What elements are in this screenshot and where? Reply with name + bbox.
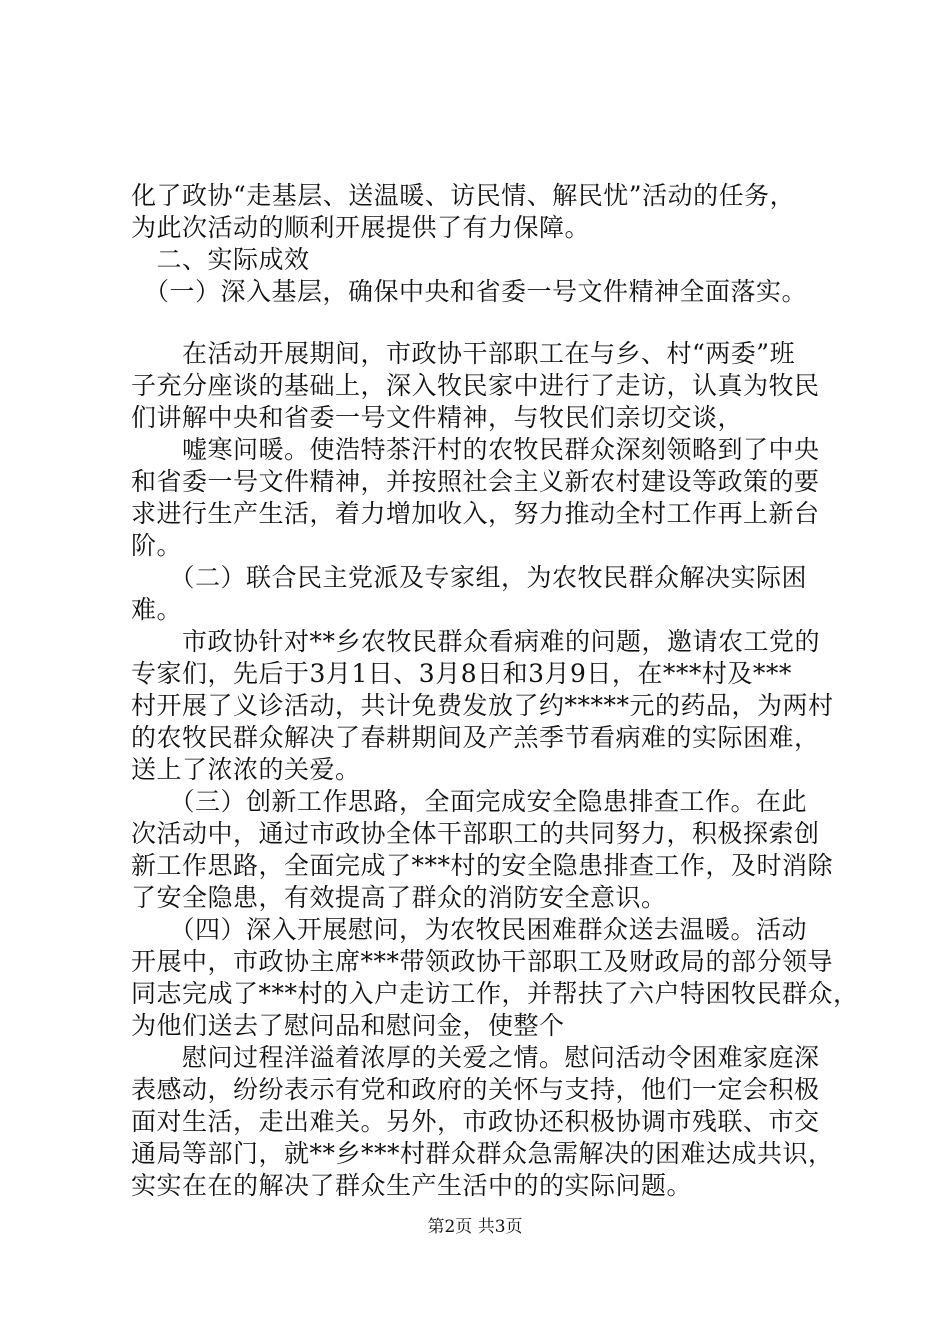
text-line: 通局等部门，就**乡***村群众群众急需解决的困难达成共识， <box>131 1139 834 1168</box>
text-line: 次活动中，通过市政协全体干部职工的共同努力，积极探索创 <box>131 819 820 848</box>
text-line: 的农牧民群众解决了春耕期间及产羔季节看病难的实际困难， <box>131 723 820 752</box>
text-line: 村开展了义诊活动，共计免费发放了约*****元的药品，为两村 <box>131 691 834 720</box>
text-line: 新工作思路，全面完成了***村的安全隐患排查工作，及时消除 <box>131 851 834 880</box>
subsection-heading: （二）联合民主党派及专家组，为农牧民群众解决实际困 <box>131 563 808 592</box>
text-line: 表感动，纷纷表示有党和政府的关怀与支持，他们一定会积极 <box>131 1075 820 1104</box>
text-line: 为他们送去了慰问品和慰问金，使整个 <box>131 1011 565 1040</box>
text-line: 送上了浓浓的关爱。 <box>131 755 361 784</box>
text-line: 实实在在的解决了群众生产生活中的的实际问题。 <box>131 1171 693 1200</box>
text-line: 化了政协“走基层、送温暖、访民情、解民忧”活动的任务， <box>131 181 796 210</box>
text-line: 们讲解中央和省委一号文件精神，与牧民们亲切交谈， <box>131 403 744 432</box>
text-line: 在活动开展期间，市政协干部职工在与乡、村“两委”班 <box>131 339 796 368</box>
text-line: 难。 <box>131 595 183 624</box>
text-line: 专家们，先后于3月1日、3月8日和3月9日，在***村及*** <box>131 659 792 688</box>
text-line: 和省委一号文件精神，并按照社会主义新农村建设等政策的要 <box>131 467 820 496</box>
text-line: 慰问过程洋溢着浓厚的关爱之情。慰问活动令困难家庭深 <box>131 1043 820 1072</box>
text-line: 了安全隐患，有效提高了群众的消防安全意识。 <box>131 883 667 912</box>
text-line: 同志完成了***村的入户走访工作，并帮扶了六户特困牧民群众， <box>131 979 859 1008</box>
section-heading: 二、实际成效 <box>131 245 310 274</box>
text-line: 市政协针对**乡农牧民群众看病难的问题，邀请农工党的 <box>131 627 821 656</box>
text-line: 为此次活动的顺利开展提供了有力保障。 <box>131 213 591 242</box>
text-line: 子充分座谈的基础上，深入牧民家中进行了走访，认真为牧民 <box>131 371 820 400</box>
subsection-heading: （一）深入基层，确保中央和省委一号文件精神全面落实。 <box>131 277 808 306</box>
text-line: 开展中，市政协主席***带领政协干部职工及财政局的部分领导 <box>131 947 834 976</box>
text-line: 求进行生产生活，着力增加收入，努力推动全村工作再上新台 <box>131 499 820 528</box>
page-number-footer: 第2页 共3页 <box>427 1217 523 1237</box>
subsection-heading: （三）创新工作思路，全面完成安全隐患排查工作。在此 <box>131 787 808 816</box>
subsection-heading: （四）深入开展慰问，为农牧民困难群众送去温暖。活动 <box>131 915 808 944</box>
text-line: 阶。 <box>131 531 183 560</box>
text-line: 嘘寒问暖。使浩特茶汗村的农牧民群众深刻领略到了中央 <box>131 435 820 464</box>
text-line: 面对生活，走出难关。另外，市政协还积极协调市残联、市交 <box>131 1107 820 1136</box>
